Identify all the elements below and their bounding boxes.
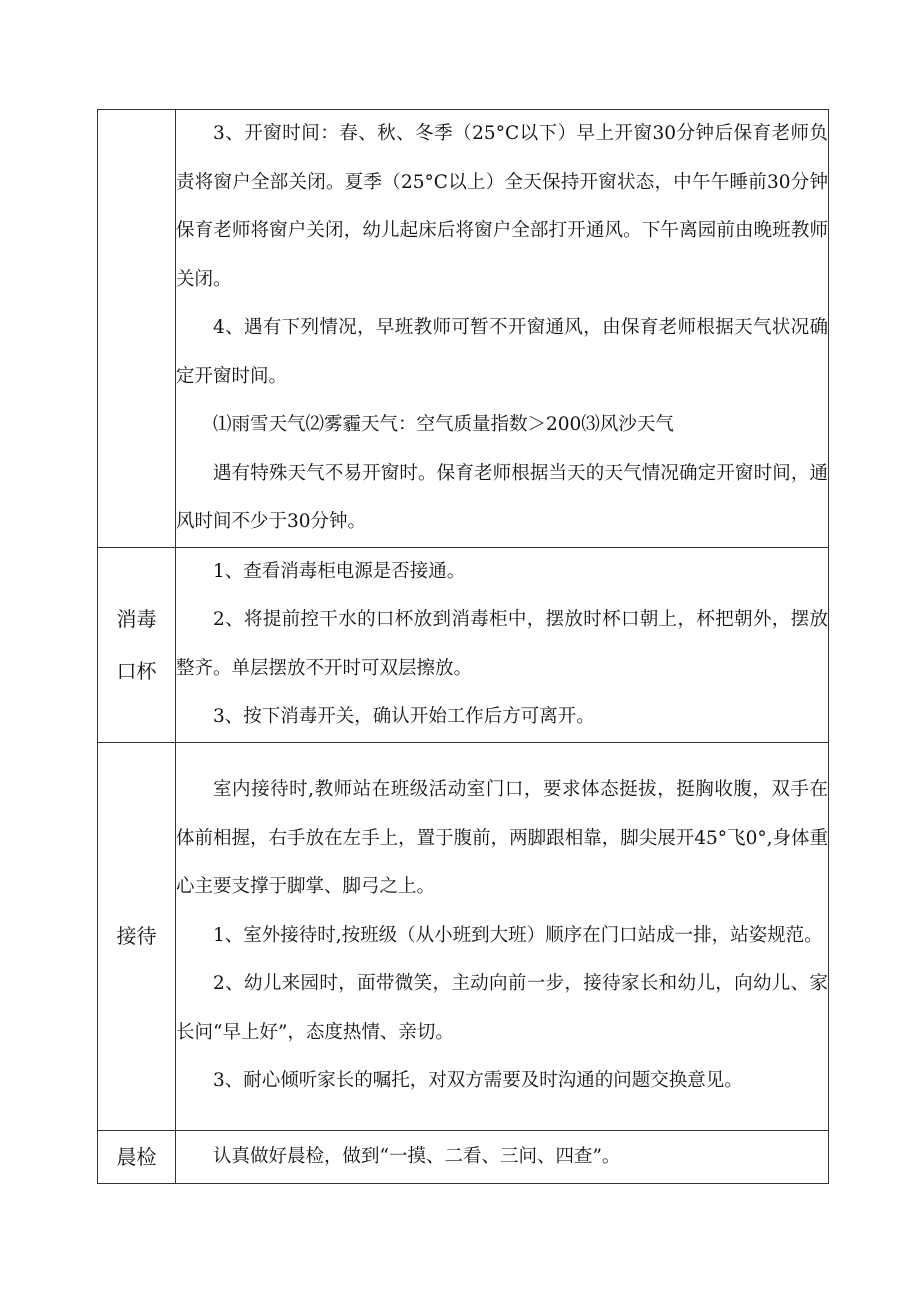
row-label-empty	[98, 110, 176, 548]
row-content-reception	[176, 742, 829, 1130]
row-content-disinfect-cups	[176, 547, 829, 742]
paragraph: 3、开窗时间：春、秋、冬季（25°C以下）早上开窗30分钟后保育老师负责将窗户全部关闭。夏季（25°C以上）全天保持开窗状态，中午午睡前30分钟保育老师将窗户关闭，幼儿起床后将窗户全部打开通风。下午离园前由晚班教师关闭。	[176, 123, 828, 290]
paragraph: 遇有特殊天气不易开窗时。保育老师根据当天的天气情况确定开窗时间，通风时间不少于30分钟。	[176, 462, 828, 532]
paragraph: 2、幼儿来园时，面带微笑，主动向前一步，接待家长和幼儿，向幼儿、家长问“早上好”，态度热情、亲切。	[176, 973, 828, 1043]
table-row-morning-check	[98, 1130, 829, 1184]
row-label-disinfect-cups	[98, 547, 176, 742]
row-label-line: 口杯	[116, 658, 157, 683]
paragraph: 4、遇有下列情况，早班教师可暂不开窗通风，由保育老师根据天气状况确定开窗时间。	[176, 317, 828, 387]
paragraph: ⑴雨雪天气⑵雾霾天气：空气质量指数＞200⑶风沙天气	[213, 414, 674, 435]
paragraph: 认真做好晨检，做到“一摸、二看、三问、四查”。	[213, 1145, 621, 1167]
row-label-line: 消毒	[116, 606, 157, 631]
paragraph: 室内接待时,教师站在班级活动室门口，要求体态挺拔，挺胸收腹，双手在体前相握，右手放在左手上，置于腹前，两脚跟相靠，脚尖展开45°飞0°,身体重心主要支撑于脚掌、脚弓之上。	[176, 779, 828, 898]
paragraph: 1、室外接待时,按班级（从小班到大班）顺序在门口站成一排，站姿规范。	[213, 924, 823, 946]
row-label-reception: 接待	[98, 742, 176, 1130]
paragraph: 3、按下消毒开关，确认开始工作后方可离开。	[213, 706, 595, 727]
row-label-morning-check: 晨检	[98, 1130, 176, 1184]
row-content-window-ventilation	[176, 110, 829, 548]
table-row-reception	[98, 742, 829, 1130]
table-row-disinfect-cups	[98, 547, 829, 742]
paragraph: 2、将提前控干水的口杯放到消毒柜中，摆放时杯口朝上，杯把朝外，摆放整齐。单层摆放不开时可双层擦放。	[176, 609, 828, 679]
row-content-morning-check	[176, 1130, 829, 1184]
paragraph: 3、耐心倾听家长的嘱托，对双方需要及时沟通的问题交换意见。	[213, 1070, 743, 1092]
table-row-window-ventilation	[98, 110, 829, 548]
paragraph: 1、查看消毒柜电源是否接通。	[213, 560, 466, 582]
procedure-table	[97, 109, 829, 1184]
